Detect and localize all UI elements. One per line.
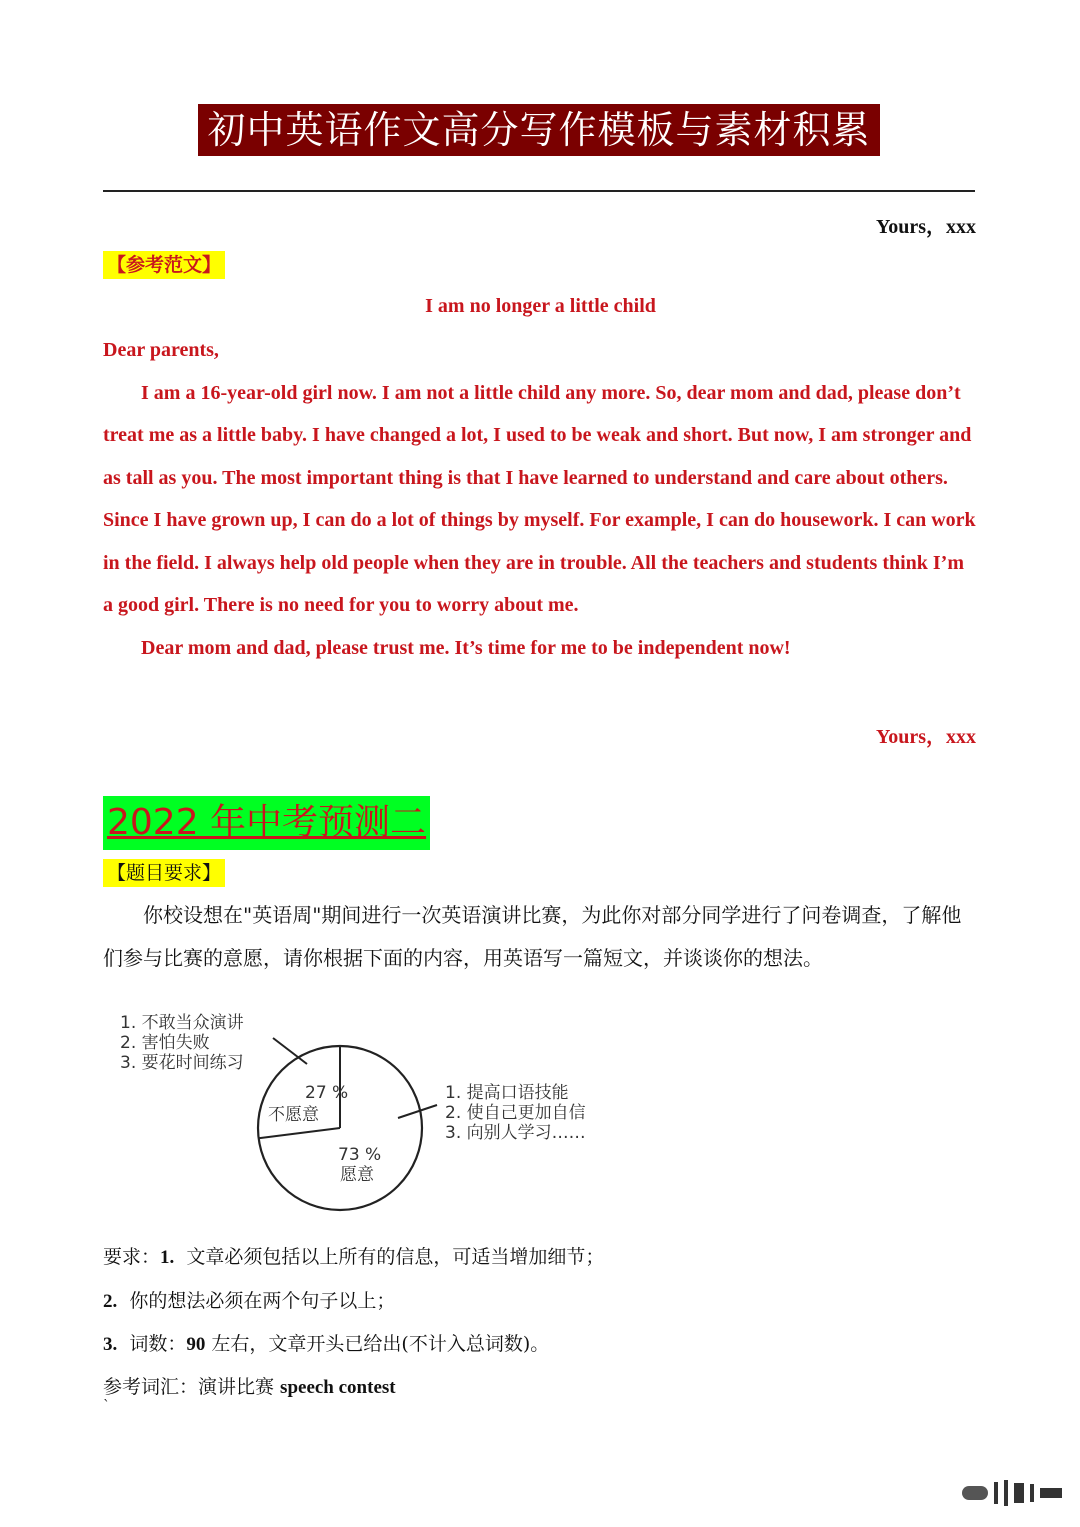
requirement-1-number: 1. (160, 1247, 175, 1268)
essay-paragraph-1: I am a 16-year-old girl now. I am not a little child any more. So, dear mom and dad, please don’t treat me as a little baby. I have changed a lot, I used to be weak and short. But now, I am stronger and as tall as you. The most important thing is that I have learned to understand and care about others. Since I have grown up, I can do a lot of things by myself. For example, I can do housework. I can work in the field. I always help old people when they are in trouble. All the teachers and students think I’m a good girl. There is no need for you to worry about me. (103, 381, 976, 616)
requirement-line-3 (103, 1329, 549, 1356)
left-note-3: 3. 要花时间练习 (120, 1053, 244, 1073)
sample-essay-tag-label: 【参考范文】 (103, 251, 225, 279)
essay-greeting: Dear parents, (103, 339, 219, 361)
bar-1 (962, 1486, 988, 1500)
requirement-2-number: 2. (103, 1291, 118, 1312)
requirement-3-label: 词数： (129, 1333, 187, 1355)
slice-label-willing: 愿意 (340, 1165, 374, 1185)
requirement-tag-label: 【题目要求】 (103, 859, 225, 887)
requirement-3-note: (不计入总词数)。 (401, 1333, 550, 1355)
left-note-2: 2. 害怕失败 (120, 1033, 210, 1053)
requirement-3-number: 3. (103, 1334, 118, 1355)
right-note-1: 1. 提高口语技能 (445, 1083, 569, 1103)
requirement-1-text: 文章必须包括以上所有的信息，可适当增加细节； (186, 1246, 605, 1268)
requirement-line-1 (103, 1242, 604, 1269)
stray-mark: ` (103, 1398, 110, 1414)
right-note-3: 3. 向别人学习…… (445, 1123, 586, 1143)
pie-right-notes (445, 1083, 586, 1143)
essay-body (103, 329, 978, 669)
sample-essay-tag (103, 250, 225, 277)
slice-value-unwilling: 27 % (305, 1083, 349, 1103)
slice-label-unwilling: 不愿意 (268, 1105, 319, 1125)
right-note-2: 2. 使自己更加自信 (445, 1103, 586, 1123)
bar-3 (1004, 1480, 1008, 1506)
essay-signoff: Yours，xxx (875, 726, 976, 748)
bar-6 (1040, 1488, 1062, 1498)
bar-5 (1030, 1484, 1034, 1502)
pie-divider-2 (259, 1128, 340, 1138)
pie-left-notes (120, 1013, 244, 1073)
essay-paragraph-2: Dear mom and dad, please trust me. It’s time for me to be independent now! (141, 636, 791, 659)
requirement-prefix: 要求： (103, 1246, 161, 1268)
requirement-3-text: 左右，文章开头已给出 (211, 1333, 402, 1355)
viewer-watermark-bars (962, 1479, 1062, 1507)
requirement-line-2 (103, 1286, 395, 1313)
vocab-prefix: 参考词汇：演讲比赛 (103, 1376, 281, 1398)
vocab-term: speech contest (280, 1377, 396, 1398)
slice-value-willing: 73 % (338, 1145, 382, 1165)
vocab-line (103, 1372, 396, 1399)
prompt-text: 你校设想在"英语周"期间进行一次英语演讲比赛，为此你对部分同学进行了问卷调查，了解他们参与比赛的意愿，请你根据下面的内容，用英语写一篇短文，并谈谈你的想法。 (103, 903, 962, 970)
bar-2 (994, 1482, 998, 1504)
top-signoff: Yours，xxx (875, 216, 976, 238)
section-heading: 2022 年中考预测二 (103, 796, 430, 850)
left-note-1: 1. 不敢当众演讲 (120, 1013, 244, 1033)
requirement-tag (103, 858, 225, 885)
left-note-pointer (273, 1038, 307, 1064)
requirement-2-text: 你的想法必须在两个句子以上； (129, 1290, 396, 1312)
bar-4 (1014, 1483, 1024, 1503)
header-divider (103, 190, 975, 192)
survey-pie-chart (100, 1000, 660, 1220)
page-title: 初中英语作文高分写作模板与素材积累 (198, 104, 880, 156)
requirement-3-count: 90 (186, 1334, 206, 1355)
essay-title: I am no longer a little child (425, 295, 656, 317)
prompt-paragraph (103, 894, 978, 980)
right-note-pointer (398, 1105, 437, 1118)
